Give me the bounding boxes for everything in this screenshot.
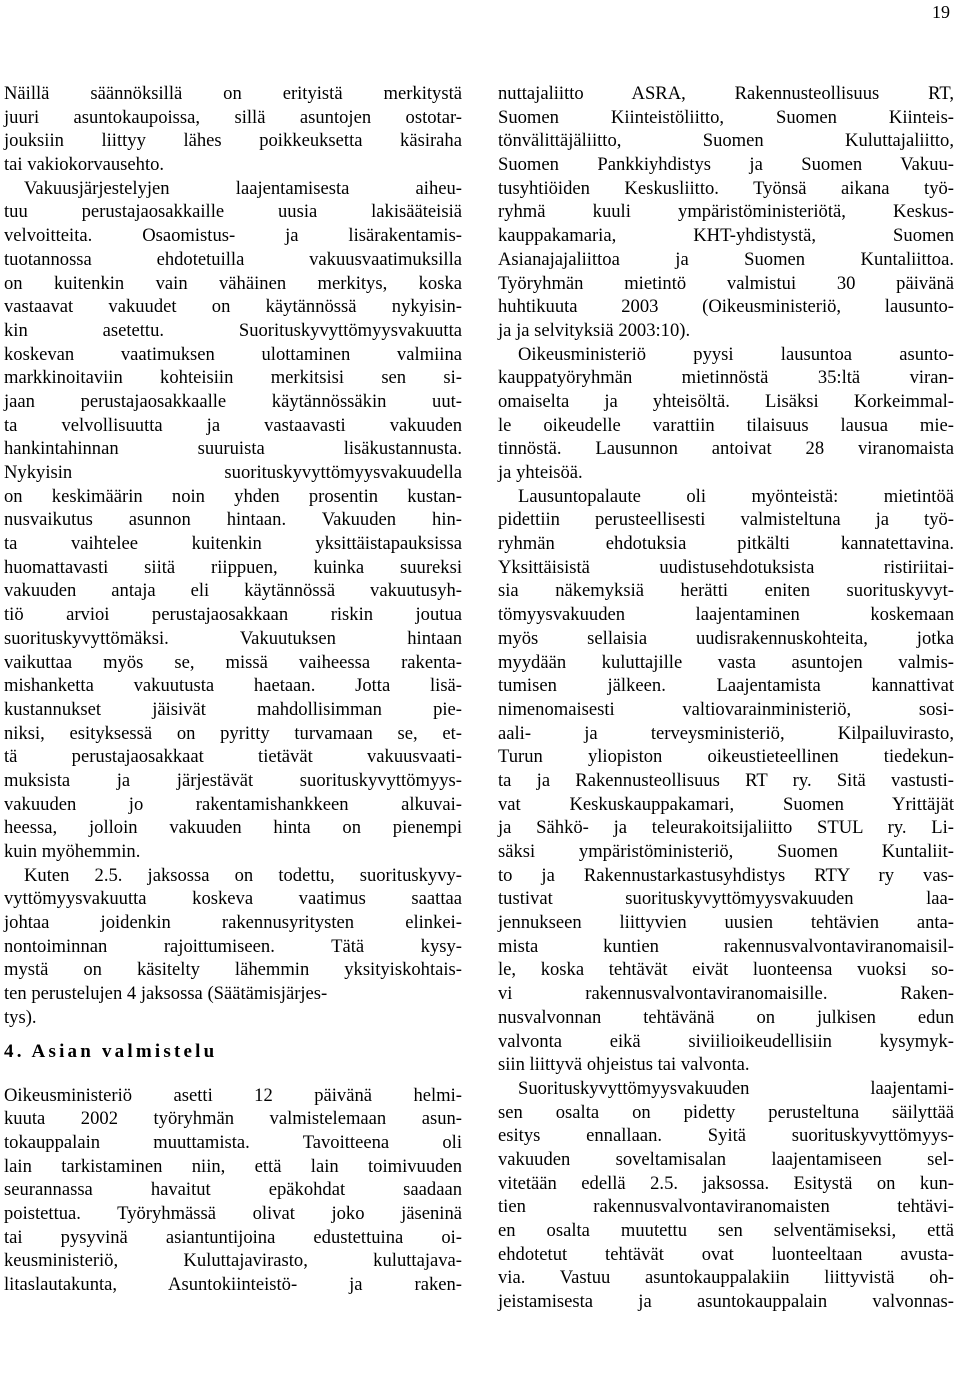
text-line: jennukseen liittyvien uusien tehtävien anta- bbox=[498, 912, 954, 934]
text-line: myydään kuluttajille vasta asuntojen valmis- bbox=[498, 651, 954, 673]
text-line: mishanketta vakuutusta haetaan. Jotta lisä- bbox=[4, 675, 462, 697]
text-line: Oikeusministeriö asetti 12 päivänä helmi- bbox=[4, 1084, 462, 1106]
text-line: tönvälittäjäliitto, Suomen Kuluttajaliitto, bbox=[498, 130, 954, 152]
text-line: tuu perustajaosakkaille uusia lakisääteisiä bbox=[4, 201, 462, 223]
text-line: ehdotetut tehtävät ovat luonteeltaan avusta- bbox=[498, 1243, 954, 1265]
text-line: Vakuusjärjestelyjen laajentamisesta aiheu- bbox=[24, 177, 462, 199]
text-line: Oikeusministeriö pyysi lausuntoa asunto- bbox=[518, 343, 954, 365]
text-line: nusvalvonnan tehtävänä on julkisen edun bbox=[498, 1006, 954, 1028]
text-line: ryhmän ehdotuksia pitkälti kannatettavina. bbox=[498, 533, 954, 555]
text-line: vi rakennusvalvontaviranomaisille. Raken- bbox=[498, 983, 954, 1005]
text-line: suorituskyvyttömäksi. Vakuutuksen hintaan bbox=[4, 627, 462, 649]
text-line: vakuuden jo rakentamishankkeen alkuvai- bbox=[4, 793, 462, 815]
text-line: Suomen Pankkiyhdistys ja Suomen Vakuu- bbox=[498, 154, 954, 176]
text-line: le oikeudelle varattiin tilaisuus lausua mie- bbox=[498, 414, 954, 436]
right-column bbox=[498, 82, 954, 1314]
text-line: Yksittäisistä uudistusehdotuksista ristiriitai- bbox=[498, 556, 954, 578]
text-line: mista kuntien rakennusvalvontaviranomaisil- bbox=[498, 935, 954, 957]
text-line: vyttömyysvakuutta koskeva vaatimus saattaa bbox=[4, 888, 462, 910]
text-line: keusministeriö, Kuluttajavirasto, kuluttajava- bbox=[4, 1250, 462, 1272]
text-line: tiö arvioi perustajaosakkaan riskin joutua bbox=[4, 604, 462, 626]
text-line: vakuuden antaja eli käytännössä vakuutusyh- bbox=[4, 580, 462, 602]
text-line: poistettua. Työryhmässä olivat joko jäseninä bbox=[4, 1202, 462, 1224]
text-line: mystä on käsitelty lähemmin yksityiskohtais- bbox=[4, 959, 462, 981]
text-line: ta vaihtelee kuitenkin yksittäistapauksissa bbox=[4, 533, 462, 555]
text-line: vat Keskuskauppakamari, Suomen Yrittäjät bbox=[498, 793, 954, 815]
text-line: Asianajajaliittoa ja Suomen Kuntaliittoa. bbox=[498, 248, 954, 270]
text-line: vaikuttaa myös se, missä vaiheessa rakenta- bbox=[4, 651, 462, 673]
text-line: huhtikuuta 2003 (Oikeusministeriö, lausunto- bbox=[498, 296, 954, 318]
text-line: heessa, jolloin vakuuden hinta on pienempi bbox=[4, 817, 462, 839]
text-line: litaslautakunta, Asuntokiinteistö- ja raken- bbox=[4, 1274, 462, 1295]
page-number: 19 bbox=[932, 2, 950, 22]
text-line: jouksiin liittyy lähes poikkeuksetta käsiraha bbox=[4, 130, 462, 152]
text-line: velvoitteita. Osaomistus- ja lisärakentamis- bbox=[4, 225, 462, 247]
text-line: säksi ympäristöministeriö, Suomen Kuntaliit- bbox=[498, 841, 954, 862]
text-line: hankintahinnan suuruista lisäkustannusta. bbox=[4, 438, 462, 460]
text-line: kauppakamaria, KHT-yhdistystä, Suomen bbox=[498, 225, 954, 247]
text-line: Työryhmän mietintö valmistui 30 päivänä bbox=[498, 272, 954, 294]
text-line: valvonta eikä siviilioikeudellisiin kysymyk- bbox=[498, 1030, 954, 1052]
text-line: ten perustelujen 4 jaksossa (Säätämisjärjes- bbox=[4, 983, 328, 1005]
text-line: tumisen jälkeen. Laajentamista kannattivat bbox=[498, 675, 954, 697]
section-heading: 4. Asian valmistelu bbox=[4, 1040, 218, 1062]
text-line: seurannassa havaitut epäkohdat saadaan bbox=[4, 1179, 462, 1201]
text-line: tömyysvakuuden laajentaminen koskemaan bbox=[498, 604, 954, 626]
text-line: ta velvollisuutta ja vastaavasti vakuuden bbox=[4, 414, 462, 436]
text-line: Lausuntopalaute oli myönteistä: mietintöä bbox=[518, 485, 954, 507]
text-line: vakuuden soveltamisalan laajentamiseen sel- bbox=[498, 1148, 954, 1170]
text-line: pidettiin perusteellisesti valmisteltuna ja työ- bbox=[498, 509, 954, 531]
text-line: tuotannossa ehdotetuilla vakuusvaatimuksilla bbox=[4, 248, 462, 270]
text-line: kuin myöhemmin. bbox=[4, 841, 141, 862]
text-line: Nykyisin suorituskyvyttömyysvakuudella bbox=[4, 462, 462, 483]
text-line: ryhmä kuuli ympäristöministeriötä, Keskus- bbox=[498, 201, 954, 223]
text-line: le, koska tehtävät eivät luonteensa vuoksi so- bbox=[498, 959, 954, 981]
text-line: jaan perustajaosakkaalle käytännössäkin uut- bbox=[4, 390, 462, 412]
text-line: kustannukset jäisivät mahdollisimman pie- bbox=[4, 698, 462, 720]
text-line: lain tarkistaminen niin, että lain toimivuuden bbox=[4, 1155, 462, 1177]
text-line: muksista ja järjestävät suorituskyvyttömyys- bbox=[4, 769, 462, 791]
text-line: sen osalta on pidetty perusteltuna säilyttää bbox=[498, 1101, 954, 1123]
text-line: tai pysyvinä asiantuntijoina edustettuina oi- bbox=[4, 1226, 462, 1248]
text-line: tinnöstä. Lausunnon antoivat 28 viranomaista bbox=[498, 438, 954, 460]
text-line: tys). bbox=[4, 1006, 37, 1028]
text-line: sia näkemyksiä herätti eniten suorituskyvyt- bbox=[498, 580, 954, 602]
text-line: nusvaikutus asunnon hintaan. Vakuuden hin- bbox=[4, 509, 462, 531]
text-line: siin liittyvä ohjeistus tai valvonta. bbox=[498, 1054, 750, 1076]
text-line: en osalta muutettu sen selventämiseksi, että bbox=[498, 1220, 954, 1241]
text-line: tien rakennusvalvontaviranomaisten tehtävi- bbox=[498, 1196, 954, 1218]
text-line: ja Sähkö- ja teleurakoitsijaliitto STUL ry. Li- bbox=[498, 817, 954, 839]
text-line: tai vakiokorvausehto. bbox=[4, 154, 165, 176]
right-text-block bbox=[498, 82, 954, 1314]
text-line: ja yhteisöä. bbox=[498, 462, 583, 483]
left-column bbox=[4, 82, 462, 1297]
text-line: Näillä säännöksillä on erityistä merkitystä bbox=[4, 83, 462, 104]
text-line: myös sellaisia uudisrakennuskohteita, jotka bbox=[498, 627, 954, 649]
text-line: on kuitenkin vain vähäinen merkitys, koska bbox=[4, 272, 462, 294]
text-line: kauppatyöryhmän mietinnöstä 35:ltä viran- bbox=[498, 367, 954, 389]
text-line: niksi, esityksessä on pyritty turvamaan se, et- bbox=[4, 722, 462, 744]
text-line: esitys ennallaan. Syitä suorituskyvyttömyys- bbox=[498, 1125, 954, 1147]
text-line: juuri asuntokaupoissa, sillä asuntojen ostotar- bbox=[4, 106, 462, 128]
text-line: Kuten 2.5. jaksossa on todettu, suorituskyvy- bbox=[24, 864, 462, 886]
left-text-block-1 bbox=[4, 82, 462, 1030]
text-line: tä perustajaosakkaat tietävät vakuusvaati- bbox=[4, 746, 462, 768]
text-line: tokauppalain muuttamista. Tavoitteena oli bbox=[4, 1131, 462, 1153]
text-line: nontoiminnan rajoittumiseen. Tätä kysy- bbox=[4, 935, 462, 957]
text-line: to ja Rakennustarkastusyhdistys RTY ry vas- bbox=[498, 864, 954, 886]
text-line: tusyhtiöiden Keskusliitto. Työnsä aikana työ- bbox=[498, 177, 954, 199]
text-line: tustivat suorituskyvyttömyysvakuuden laa- bbox=[498, 888, 954, 910]
text-line: omaiselta ja yhteisöltä. Lisäksi Korkeimmal- bbox=[498, 390, 954, 412]
text-line: kuuta 2002 työryhmän valmistelemaan asun- bbox=[4, 1108, 462, 1130]
text-line: Suorituskyvyttömyysvakuuden laajentami- bbox=[518, 1077, 954, 1099]
text-line: ja ja selvityksiä 2003:10). bbox=[498, 319, 691, 341]
text-line: koskevan vaatimuksen ulottaminen valmiina bbox=[4, 343, 462, 365]
text-line: vitetään edellä 2.5. jaksossa. Esitystä on kun- bbox=[498, 1172, 954, 1194]
text-line: johtaa joidenkin rakennusyritysten elinkei- bbox=[4, 912, 462, 934]
left-text-block-2 bbox=[4, 1084, 462, 1297]
text-line: huomattavasti siitä riippuen, kuinka suureksi bbox=[4, 556, 462, 578]
text-line: nimenomaisesti valtiovarainministeriö, sosi- bbox=[498, 698, 954, 720]
text-line: nuttajaliitto ASRA, Rakennusteollisuus RT, bbox=[498, 83, 954, 104]
text-line: vastaavat vakuudet on käytännössä nykyisin- bbox=[4, 296, 462, 318]
text-line: markkinoitaviin kohteisiin merkitsisi sen si- bbox=[4, 367, 462, 389]
text-line: kin asetettu. Suorituskyvyttömyysvakuutta bbox=[4, 319, 462, 341]
text-line: aali- ja terveysministeriö, Kilpailuvirasto, bbox=[498, 722, 954, 744]
text-line: Turun yliopiston oikeustieteellinen tiedekun- bbox=[498, 746, 954, 768]
text-line: via. Vastuu asuntokauppalakiin liittyvistä oh- bbox=[498, 1267, 954, 1289]
text-line: on keskimäärin noin yhden prosentin kustan- bbox=[4, 485, 462, 507]
text-line: Suomen Kiinteistöliitto, Suomen Kiinteis- bbox=[498, 106, 954, 128]
text-line: jeistamisesta ja asuntokauppalain valvonnas- bbox=[498, 1291, 954, 1313]
text-line: ta ja Rakennusteollisuus RT ry. Sitä vastusti- bbox=[498, 769, 954, 791]
